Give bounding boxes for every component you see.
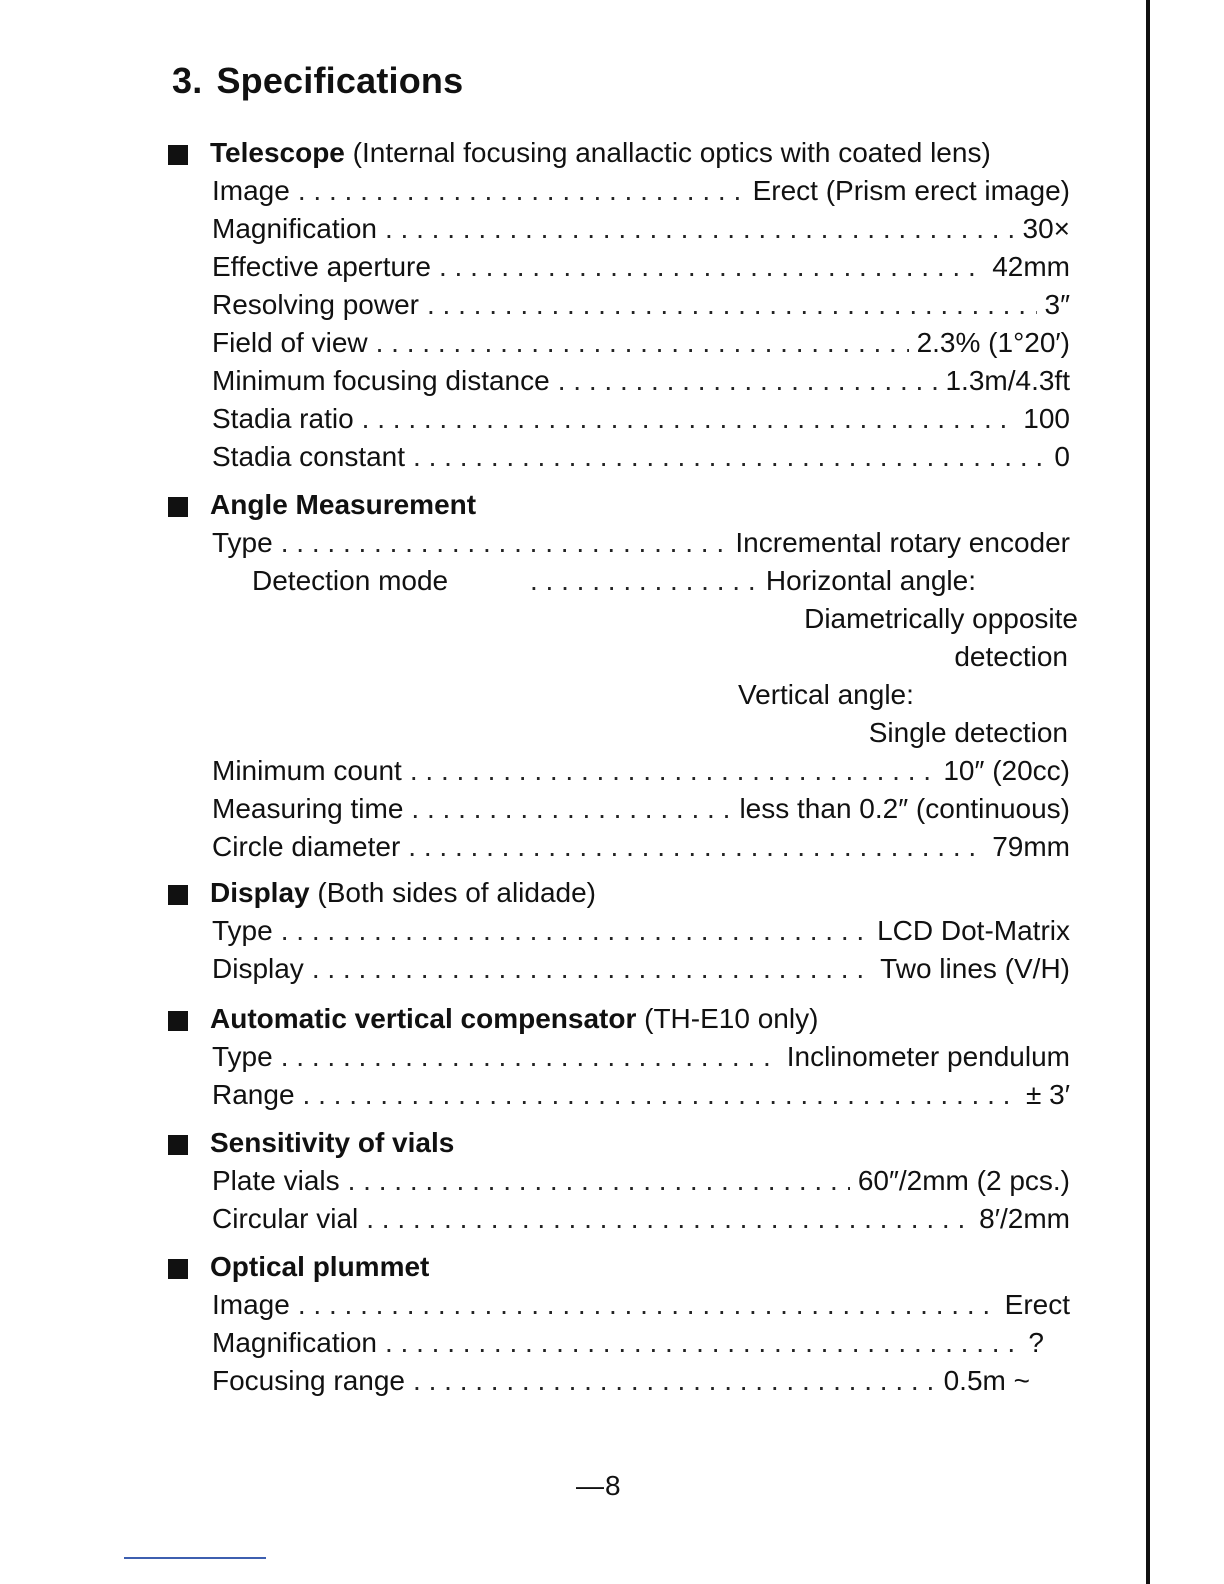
- spec-value: 0: [1054, 441, 1070, 472]
- spec-row: [168, 1362, 1080, 1400]
- heading-label: Display: [210, 877, 310, 908]
- spec-value: LCD Dot-Matrix: [877, 915, 1070, 946]
- dot-leader: [408, 828, 984, 866]
- dot-leader: [530, 562, 758, 600]
- bullet-icon: [168, 885, 188, 905]
- spec-value: 0.5m ~: [943, 1365, 1030, 1396]
- spec-row: [168, 752, 1080, 790]
- heading-label: Telescope: [210, 137, 345, 168]
- detection-continuation: [168, 600, 1080, 638]
- spec-value: Horizontal angle:: [765, 565, 976, 596]
- spec-value: Incremental rotary encoder: [735, 527, 1070, 558]
- spec-value: less than 0.2″ (continuous): [739, 793, 1070, 824]
- heading-label: Angle Measurement: [210, 489, 477, 520]
- spec-label: Type: [212, 527, 273, 558]
- spec-label: Detection mode: [252, 565, 449, 596]
- dot-leader: [348, 1162, 850, 1200]
- spec-value: 100: [1023, 403, 1070, 434]
- spec-row: [168, 362, 1080, 400]
- bullet-icon: [168, 1011, 188, 1031]
- angle-heading: [168, 486, 1080, 524]
- dot-leader: [281, 1038, 779, 1076]
- spec-value: ?: [1028, 1327, 1044, 1358]
- vials-heading: [168, 1124, 1080, 1162]
- heading-label: Optical plummet: [210, 1251, 430, 1282]
- dot-leader: [298, 1286, 997, 1324]
- dot-leader: [413, 1362, 936, 1400]
- detection-line: Diametrically opposite: [804, 603, 1078, 634]
- dot-leader: [558, 362, 938, 400]
- spec-value: 3″: [1044, 289, 1070, 320]
- section-title: Specifications: [216, 60, 464, 101]
- dot-leader: [362, 400, 1016, 438]
- dot-leader: [312, 950, 872, 988]
- spec-row: [168, 400, 1080, 438]
- spec-row: [168, 210, 1080, 248]
- spec-row: [168, 1286, 1080, 1324]
- spec-value: ± 3′: [1026, 1079, 1070, 1110]
- dot-leader: [376, 324, 909, 362]
- display-heading: [168, 874, 1080, 912]
- spec-row: [168, 1076, 1080, 1114]
- telescope-heading: [168, 134, 1080, 172]
- spec-label: Display: [212, 953, 304, 984]
- spec-value: 2.3% (1°20′): [916, 327, 1070, 358]
- dot-leader: [281, 912, 869, 950]
- angle-measurement-section: [168, 486, 1080, 866]
- dot-leader: [303, 1076, 1019, 1114]
- heading-label: Sensitivity of vials: [210, 1127, 455, 1158]
- heading-label: Automatic vertical compensator: [210, 1003, 637, 1034]
- spec-label: Magnification: [212, 213, 377, 244]
- detection-continuation: [168, 676, 1080, 714]
- dot-leader: [298, 172, 745, 210]
- spec-value: 60″/2mm (2 pcs.): [857, 1165, 1070, 1196]
- spec-row: [168, 1324, 1080, 1362]
- spec-value: Two lines (V/H): [880, 953, 1070, 984]
- dot-leader: [366, 1200, 971, 1238]
- plummet-heading: [168, 1248, 1080, 1286]
- spec-label: Minimum count: [212, 755, 402, 786]
- bullet-icon: [168, 1135, 188, 1155]
- spec-row: [168, 286, 1080, 324]
- spec-label: Minimum focusing distance: [212, 365, 550, 396]
- compensator-heading: [168, 1000, 1080, 1038]
- detection-line: detection: [954, 641, 1068, 672]
- spec-row: [168, 950, 1080, 988]
- display-section: [168, 874, 1080, 988]
- spec-value: Inclinometer pendulum: [786, 1041, 1070, 1072]
- spec-row: [168, 524, 1080, 562]
- spec-label: Effective aperture: [212, 251, 431, 282]
- spec-row: [168, 790, 1080, 828]
- page-edge-line: [1146, 0, 1150, 1584]
- telescope-section: [168, 134, 1080, 476]
- spec-row: [168, 438, 1080, 476]
- spec-label: Resolving power: [212, 289, 419, 320]
- spec-label: Measuring time: [212, 793, 404, 824]
- spec-label: Image: [212, 1289, 290, 1320]
- spec-label: Image: [212, 175, 290, 206]
- dot-leader: [410, 752, 936, 790]
- detection-continuation: [168, 714, 1080, 752]
- dot-leader: [385, 210, 1015, 248]
- spec-label: Type: [212, 1041, 273, 1072]
- spec-label: Circular vial: [212, 1203, 359, 1234]
- dot-leader: [413, 438, 1046, 476]
- spec-label: Plate vials: [212, 1165, 340, 1196]
- heading-note: (TH-E10 only): [644, 1003, 819, 1034]
- spec-label: Range: [212, 1079, 295, 1110]
- spec-label: Magnification: [212, 1327, 377, 1358]
- spec-row: [168, 828, 1080, 866]
- footer-line: [124, 1557, 266, 1559]
- spec-label: Focusing range: [212, 1365, 406, 1396]
- detection-line: Vertical angle:: [738, 679, 914, 710]
- spec-value: Erect (Prism erect image): [752, 175, 1070, 206]
- detection-continuation: [168, 638, 1080, 676]
- spec-value: 30×: [1022, 213, 1070, 244]
- section-number: 3.: [172, 60, 203, 101]
- spec-row: [168, 1200, 1080, 1238]
- spec-label: Field of view: [212, 327, 368, 358]
- vials-section: [168, 1124, 1080, 1238]
- page-number: —8: [576, 1470, 622, 1501]
- spec-row: [168, 562, 1080, 600]
- dot-leader: [281, 524, 728, 562]
- bullet-icon: [168, 497, 188, 517]
- detection-line: Single detection: [868, 717, 1068, 748]
- spec-row: [168, 1162, 1080, 1200]
- bullet-icon: [168, 145, 188, 165]
- page-title: [172, 60, 463, 102]
- spec-row: [168, 1038, 1080, 1076]
- dot-leader: [411, 790, 731, 828]
- spec-value: 8′/2mm: [979, 1203, 1070, 1234]
- dot-leader: [385, 1324, 1020, 1362]
- spec-label: Circle diameter: [212, 831, 401, 862]
- dot-leader: [427, 286, 1037, 324]
- spec-value: Erect: [1004, 1289, 1070, 1320]
- spec-row: [168, 172, 1080, 210]
- spec-label: Type: [212, 915, 273, 946]
- compensator-section: [168, 1000, 1080, 1114]
- dot-leader: [439, 248, 984, 286]
- spec-value: 42mm: [992, 251, 1070, 282]
- plummet-section: [168, 1248, 1080, 1400]
- spec-label: Stadia constant: [212, 441, 406, 472]
- heading-note: (Both sides of alidade): [317, 877, 596, 908]
- spec-label: Stadia ratio: [212, 403, 354, 434]
- bullet-icon: [168, 1259, 188, 1279]
- spec-row: [168, 248, 1080, 286]
- spec-row: [168, 912, 1080, 950]
- spec-value: 1.3m/4.3ft: [945, 365, 1070, 396]
- spec-value: 10″ (20cc): [943, 755, 1070, 786]
- spec-value: 79mm: [992, 831, 1070, 862]
- heading-note: (Internal focusing anallactic optics with coated lens): [352, 137, 991, 168]
- spec-row: [168, 324, 1080, 362]
